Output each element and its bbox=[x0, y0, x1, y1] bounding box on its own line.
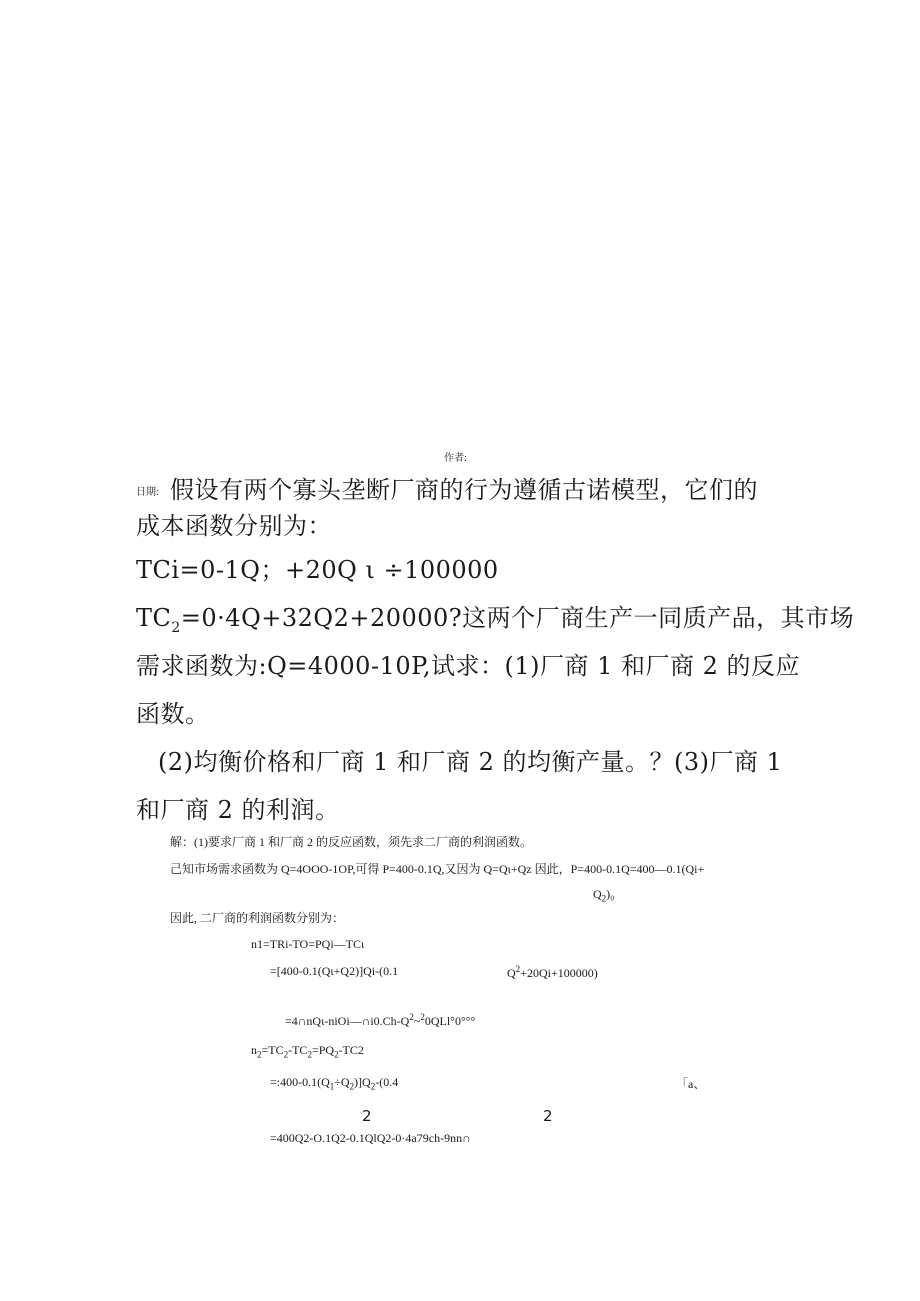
question-line-5: 需求函数为:Q=4000-10P,试求：(1)厂商 1 和厂商 2 的反应 bbox=[136, 652, 801, 680]
profit-eq-6: =400Q2-O.1Q2-0.1QlQ2-0·4a79ch-9nn∩ bbox=[270, 1131, 471, 1145]
profit-eq-5-fragment: 「a、 bbox=[676, 1077, 706, 1091]
exponent-right: 2 bbox=[543, 1107, 553, 1125]
demand-derivation-tail: $Q_2)_0$ bbox=[593, 887, 615, 904]
question-line-2: 成本函数分别为： bbox=[136, 512, 332, 540]
profit-eq-4: $n_2=TC_2-TC_2=PQ_2-TC2$ bbox=[251, 1043, 364, 1060]
author-label: 作者: bbox=[444, 453, 467, 464]
date-label: 日期: bbox=[136, 487, 159, 498]
demand-derivation: 己知市场需求函数为 Q=4OOO-1OP,可得 P=400-0.1Q,又因为 Q=Qι+Qz 因此，P=400-0.1Q=400—0.1(Qi+ bbox=[170, 862, 705, 876]
profit-eq-2a: =[400-0.1(Qι+Q2)]Qi-(0.1 bbox=[270, 964, 399, 978]
cost-function-1: TCi=0-1Q；+20Q ι ÷100000 bbox=[136, 556, 499, 584]
exponent-left: 2 bbox=[362, 1107, 372, 1125]
question-line-7: (2)均衡价格和厂商 1 和厂商 2 的均衡产量。？(3)厂商 1 bbox=[158, 748, 783, 776]
profit-eq-2b: $Q^2+20Qi+100000$) bbox=[507, 964, 598, 980]
profit-eq-5: $=:400-0.1(Q_1\div Q_2)]Q_2-(0.4$ bbox=[270, 1075, 399, 1092]
question-line-1: 假设有两个寡头垄断厂商的行为遵循古诺模型，它们的 bbox=[170, 476, 758, 504]
question-line-6: 函数。 bbox=[136, 700, 210, 728]
profit-eq-3: $=4\cap nQ\iota-niOi—\cap i0.Ch-Q^2\sim^20QLl^\circ 0^\circ^\circ^\circ$ bbox=[285, 1012, 476, 1028]
question-line-8: 和厂商 2 的利润。 bbox=[136, 796, 340, 824]
profit-intro: 因此, 二厂商的利润函数分别为： bbox=[170, 911, 345, 925]
solution-intro: 解：(1)要求厂商 1 和厂商 2 的反应函数，须先求二厂商的利润函数。 bbox=[170, 835, 532, 849]
cost-function-2: $TC_2=0\cdot 4Q+32Q2+20000$?这两个厂商生产一同质产品，其市场 bbox=[136, 604, 855, 636]
profit-eq-1: n1=TRi-TO=PQi—TCι bbox=[251, 937, 365, 951]
